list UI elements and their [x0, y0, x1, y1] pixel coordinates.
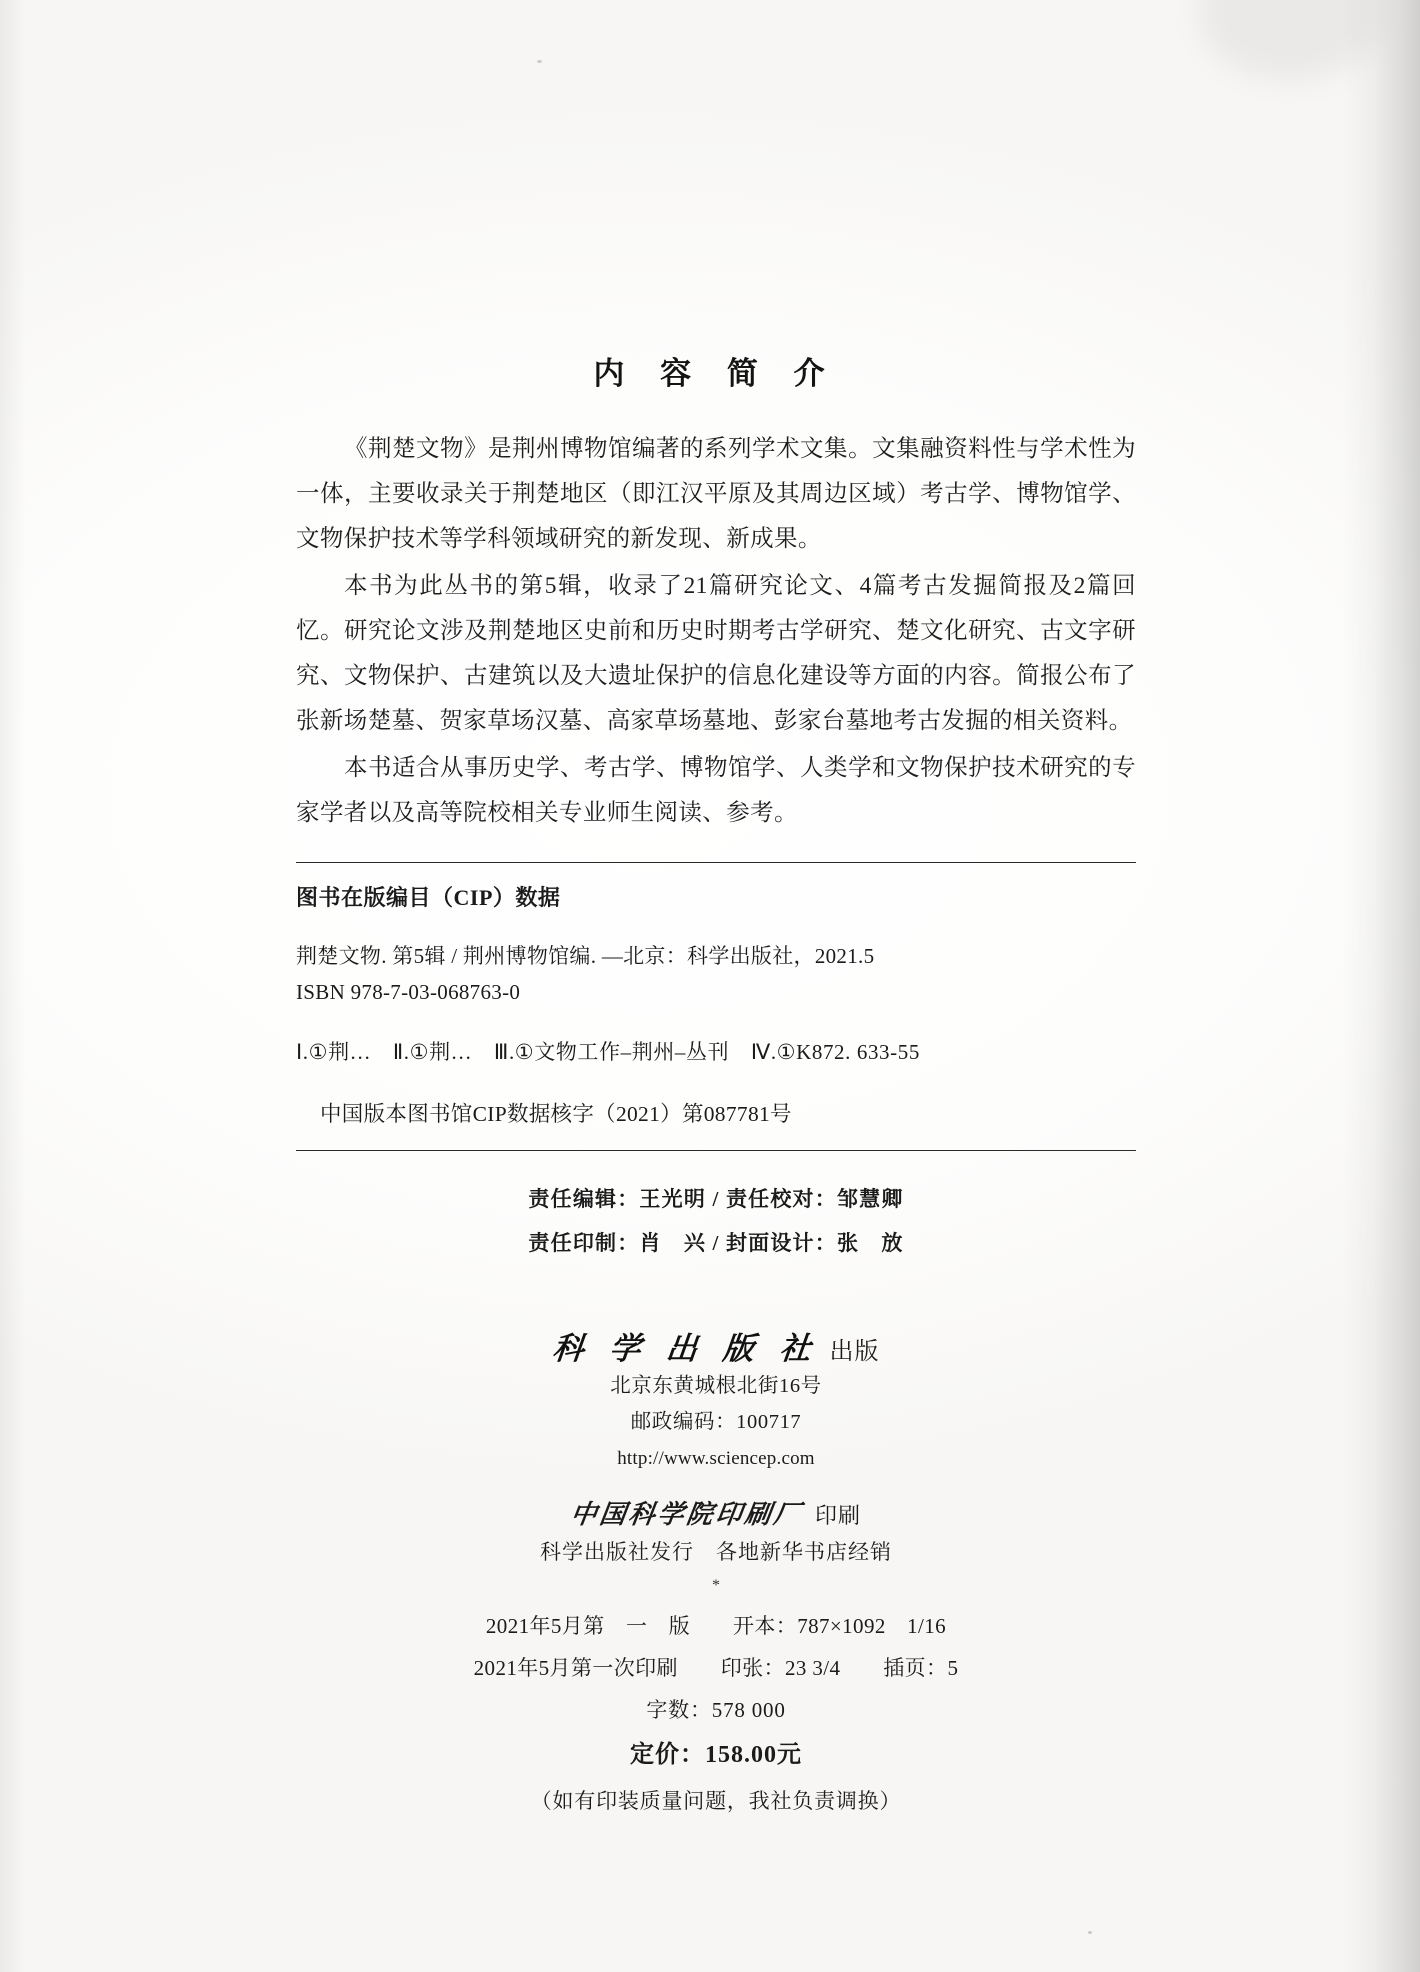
page-content [296, 0, 1136, 1823]
abstract-paragraph: 本书适合从事历史学、考古学、博物馆学、人类学和文物保护技术研究的专家学者以及高等院校相关专业师生阅读、参考。 [296, 755, 1136, 826]
scan-shadow-corner [1200, 0, 1380, 80]
imprint-block [296, 1323, 1136, 1599]
distribution-line: 科学出版社发行 各地新华书店经销 [540, 1540, 892, 1564]
publisher-address: 北京东黄城根北街16号 [610, 1375, 822, 1397]
printer-row [296, 1494, 1136, 1531]
page-title: 内 容 简 介 [593, 356, 839, 391]
abstract-block [296, 427, 1136, 836]
abstract-paragraph: 《荆楚文物》是荆州博物馆编著的系列学术文集。文集融资料性与学术性为一体，主要收录关于荆楚地区（即江汉平原及其周边区域）考古学、博物馆学、文物保护技术等学科领域研究的新发现、新成果。 [296, 436, 1136, 552]
separator-asterisk: * [712, 1577, 720, 1594]
scan-speck [1088, 1931, 1092, 1934]
credit-line-editor: 责任编辑：王光明 / 责任校对：邹慧卿 [528, 1187, 904, 1211]
staff-credits [296, 1151, 1136, 1265]
printer-logo: 中国科学院印刷厂 [568, 1500, 805, 1529]
credit-line-production: 责任印制：肖 兴 / 封面设计：张 放 [528, 1231, 904, 1255]
cip-block [296, 863, 1136, 1132]
publisher-row [296, 1323, 1136, 1368]
scan-shadow-right [1342, 0, 1420, 1972]
colophon-block [296, 1605, 1136, 1823]
colophon-price: 定价：158.00元 [630, 1742, 802, 1768]
publisher-url[interactable]: http://www.sciencep.com [617, 1448, 815, 1469]
cip-isbn: ISBN 978-7-03-068763-0 [296, 980, 521, 1004]
colophon-wordcount: 字数：578 000 [646, 1698, 786, 1722]
colophon-printing-line: 2021年5月第一次印刷 印张：23 3/4 插页：5 [473, 1656, 959, 1680]
cip-heading: 图书在版编目（CIP）数据 [296, 885, 561, 910]
publisher-suffix: 出版 [829, 1339, 880, 1365]
cip-core-number: 中国版本图书馆CIP数据核字（2021）第087781号 [320, 1102, 792, 1126]
colophon-quality-note: （如有印装质量问题，我社负责调换） [530, 1789, 902, 1813]
abstract-paragraph: 本书为此丛书的第5辑，收录了21篇研究论文、4篇考古发掘简报及2篇回忆。研究论文涉及荆楚地区史前和历史时期考古学研究、楚文化研究、古文字研究、文物保护、古建筑以及大遗址保护的信息化建设等方面的内容。简报公布了张新场楚墓、贺家草场汉墓、高家草场墓地、彭家台墓地考古发掘的相关资料。 [296, 573, 1136, 734]
publisher-postcode: 邮政编码：100717 [630, 1411, 802, 1433]
cip-classification: Ⅰ.①荆… Ⅱ.①荆… Ⅲ.①文物工作–荆州–丛刊 Ⅳ.①K872. 633-55 [296, 1040, 920, 1064]
colophon-edition-line: 2021年5月第 一 版 开本：787×1092 1/16 [485, 1614, 947, 1638]
cip-title-line: 荆楚文物. 第5辑 / 荆州博物馆编. —北京：科学出版社，2021.5 [296, 944, 875, 968]
printer-suffix: 印刷 [815, 1503, 862, 1528]
scan-shadow-left [0, 0, 26, 1972]
publisher-logo: 科 学 出 版 社 [550, 1331, 822, 1366]
